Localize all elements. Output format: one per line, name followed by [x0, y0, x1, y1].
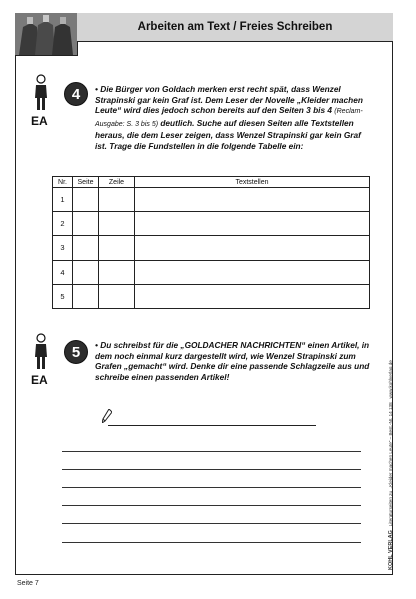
cell-zeile[interactable]: [99, 212, 135, 236]
cell-zeile[interactable]: [99, 188, 135, 212]
headline-line[interactable]: [108, 425, 316, 426]
cell-textstelle[interactable]: [135, 188, 370, 212]
table-header-row: [53, 177, 370, 188]
table-row: [53, 188, 370, 212]
cell-textstelle[interactable]: [135, 284, 370, 308]
task-5-instructions: • Du schreibst für die „GOLDACHER NACHRICHTEN“ einen Artikel, in dem noch einmal kurz dargestellt wird, wie Wenzel Strapinski zum Grafen „gemacht“ wird. Denke dir eine passende Schlagzeile aus und schreibe einen passenden Artikel!: [95, 340, 370, 382]
writing-line[interactable]: [62, 523, 361, 524]
publisher-side-text: [388, 360, 394, 570]
side-line-1: Literaturseiten zu: [388, 490, 393, 527]
cell-zeile[interactable]: [99, 236, 135, 260]
cell-zeile[interactable]: [99, 284, 135, 308]
col-nr: Nr.: [53, 177, 73, 188]
task-4-text-small: (Reclam-Ausgabe: S. 3 bis 5): [95, 108, 363, 128]
writing-line[interactable]: [62, 505, 361, 506]
table-row: [53, 236, 370, 260]
cell-seite[interactable]: [73, 188, 99, 212]
row-number: 1: [53, 188, 73, 212]
cell-seite[interactable]: [73, 260, 99, 284]
cell-seite[interactable]: [73, 212, 99, 236]
table-row: [53, 212, 370, 236]
person-icon: [33, 74, 49, 112]
writing-line[interactable]: [62, 469, 361, 470]
task-4-text-part1: • Die Bürger von Goldach merken erst recht spät, dass Wenzel Strapinski gar kein Graf ist. Dem Leser der Novelle „Kleider machen Leute“ wird dies jedoch schon bereits auf den Seiten 3 bis 4: [95, 84, 363, 116]
person-icon: [33, 333, 49, 371]
cell-zeile[interactable]: [99, 260, 135, 284]
row-number: 3: [53, 236, 73, 260]
publisher-brand: KOHL VERLAG: [388, 530, 394, 570]
pencil-icon: [102, 409, 112, 423]
table-row: [53, 284, 370, 308]
task-4-text-part2: deutlich. Suche auf diesen Seiten alle Textstellen heraus, die dem Leser zeigen, dass Wenzel Strapinski gar kein Graf ist. Trage die Fundstellen in die folgende Tabelle ein:: [95, 117, 361, 151]
col-zeile: Zeile: [99, 177, 135, 188]
header-bar: [77, 13, 393, 42]
cell-seite[interactable]: [73, 284, 99, 308]
ea-label: EA: [31, 114, 48, 128]
task-4-instructions: [95, 84, 370, 152]
task-number-badge: [64, 340, 88, 364]
findings-table: [52, 176, 370, 309]
header-photo: [15, 13, 78, 56]
row-number: 4: [53, 260, 73, 284]
cell-seite[interactable]: [73, 236, 99, 260]
cell-textstelle[interactable]: [135, 236, 370, 260]
row-number: 2: [53, 212, 73, 236]
page-title: Arbeiten am Text / Freies Schreiben: [137, 21, 333, 33]
row-number: 5: [53, 284, 73, 308]
ea-label: EA: [31, 373, 48, 387]
writing-line[interactable]: [62, 542, 361, 543]
task-number: 4: [71, 85, 81, 103]
col-textstellen: Textstellen: [135, 177, 370, 188]
cell-textstelle[interactable]: [135, 260, 370, 284]
writing-line[interactable]: [62, 451, 361, 452]
task-number: 5: [71, 343, 81, 361]
side-line-3: www.kohlverlag.de: [388, 360, 393, 399]
cell-textstelle[interactable]: [135, 212, 370, 236]
writing-line[interactable]: [62, 487, 361, 488]
table-row: [53, 260, 370, 284]
side-line-2: „Kleider machen Leute“ – Best.-Nr. 14 138: [388, 402, 393, 489]
page-number: Seite 7: [17, 580, 39, 587]
col-seite: Seite: [73, 177, 99, 188]
task-number-badge: [64, 82, 88, 106]
